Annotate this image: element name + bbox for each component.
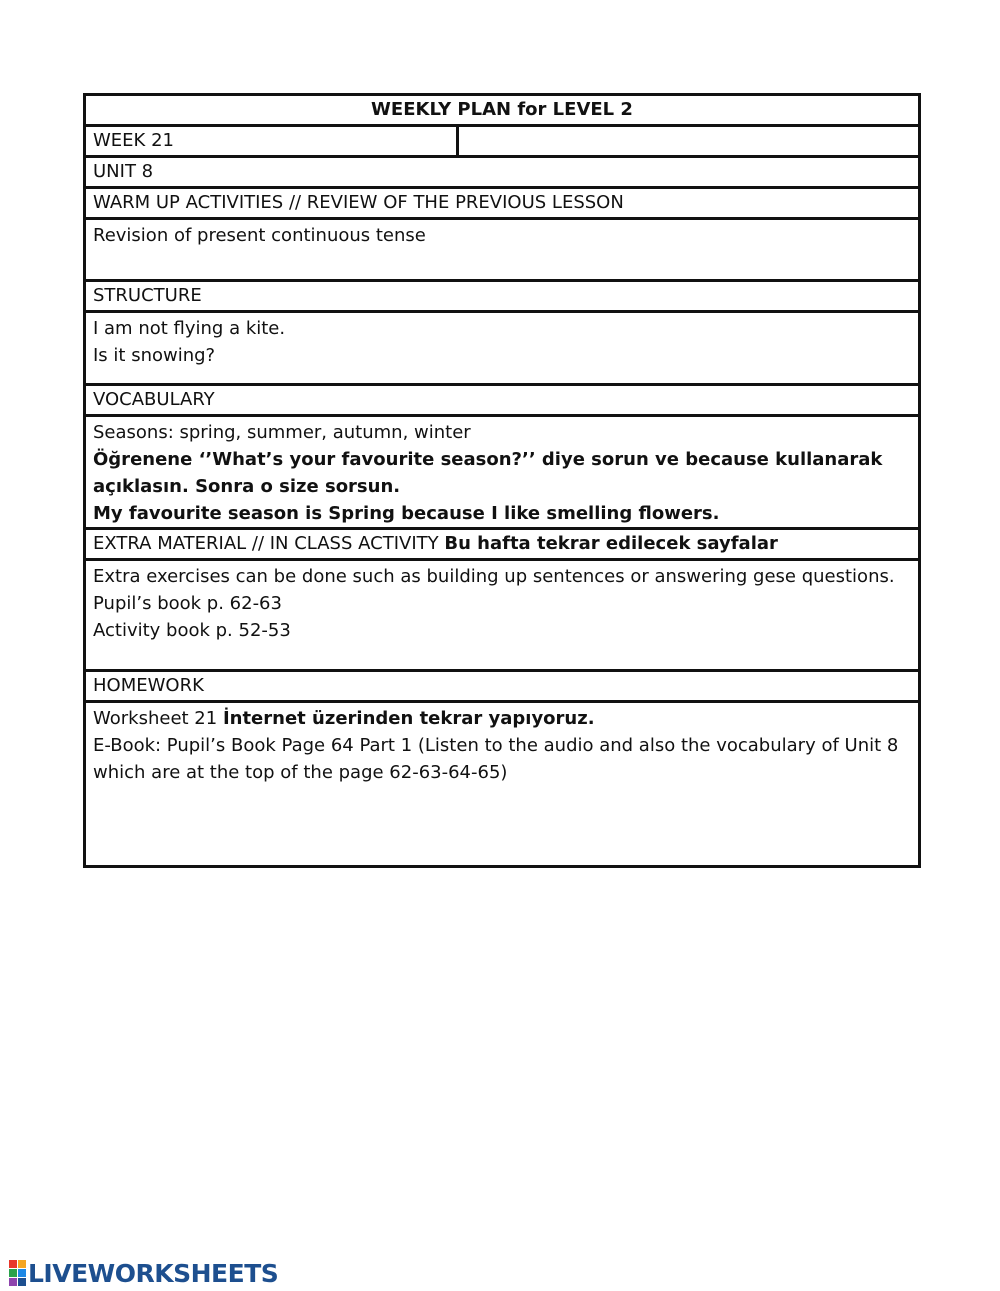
vocabulary-instruction: açıklasın. Sonra o size sorsun. xyxy=(93,476,401,497)
structure-line: Is it snowing? xyxy=(93,345,216,366)
vocabulary-heading-row xyxy=(86,386,918,417)
homework-worksheet-line xyxy=(93,705,918,732)
extra-line: Extra exercises can be done such as building up sentences or answering gese questions. xyxy=(93,566,895,587)
extra-content xyxy=(86,561,918,672)
vocabulary-instruction: Öğrenene ‘’What’s your favourite season?’’ diye sorun ve because kullanarak xyxy=(93,449,883,470)
logo-text: LIVEWORKSHEETS xyxy=(28,1258,279,1288)
unit-row xyxy=(86,158,918,189)
structure-content xyxy=(86,313,918,386)
week-label: WEEK 21 xyxy=(93,130,174,151)
logo-block xyxy=(18,1278,26,1286)
liveworksheets-logo[interactable] xyxy=(9,1259,278,1287)
vocabulary-heading: VOCABULARY xyxy=(93,389,215,410)
warmup-text: Revision of present continuous tense xyxy=(93,225,426,246)
homework-line: which are at the top of the page 62-63-64-65) xyxy=(93,762,508,783)
week-divider xyxy=(456,127,459,155)
logo-block xyxy=(18,1260,26,1268)
logo-block xyxy=(9,1260,17,1268)
homework-line: E-Book: Pupil’s Book Page 64 Part 1 (Listen to the audio and also the vocabulary of Unit 8 xyxy=(93,735,899,756)
logo-block xyxy=(18,1269,26,1277)
homework-heading: HOMEWORK xyxy=(93,675,204,696)
warmup-content xyxy=(86,220,918,282)
structure-heading-row xyxy=(86,282,918,313)
warmup-heading: WARM UP ACTIVITIES // REVIEW OF THE PREVIOUS LESSON xyxy=(93,192,624,213)
unit-label: UNIT 8 xyxy=(93,161,154,182)
extra-heading-row xyxy=(86,530,918,561)
week-row xyxy=(86,127,918,158)
structure-heading: STRUCTURE xyxy=(93,285,202,306)
warmup-heading-row xyxy=(86,189,918,220)
structure-line: I am not flying a kite. xyxy=(93,318,286,339)
homework-content xyxy=(86,703,918,865)
vocabulary-content xyxy=(86,417,918,530)
logo-block xyxy=(9,1278,17,1286)
extra-line: Activity book p. 52-53 xyxy=(93,620,291,641)
weekly-plan-table xyxy=(83,93,921,868)
plan-title: WEEKLY PLAN for LEVEL 2 xyxy=(86,96,918,127)
extra-heading: EXTRA MATERIAL // IN CLASS ACTIVITY xyxy=(93,533,439,554)
extra-heading-bold: Bu hafta tekrar edilecek sayfalar xyxy=(444,533,778,554)
homework-worksheet-bold: İnternet üzerinden tekrar yapıyoruz. xyxy=(222,708,595,729)
extra-line: Pupil’s book p. 62-63 xyxy=(93,593,282,614)
homework-worksheet: Worksheet 21 xyxy=(93,708,218,729)
logo-blocks-icon xyxy=(9,1260,26,1286)
logo-block xyxy=(9,1269,17,1277)
vocabulary-seasons: Seasons: spring, summer, autumn, winter xyxy=(93,422,471,443)
vocabulary-example: My favourite season is Spring because I like smelling flowers. xyxy=(93,503,720,524)
homework-heading-row xyxy=(86,672,918,703)
